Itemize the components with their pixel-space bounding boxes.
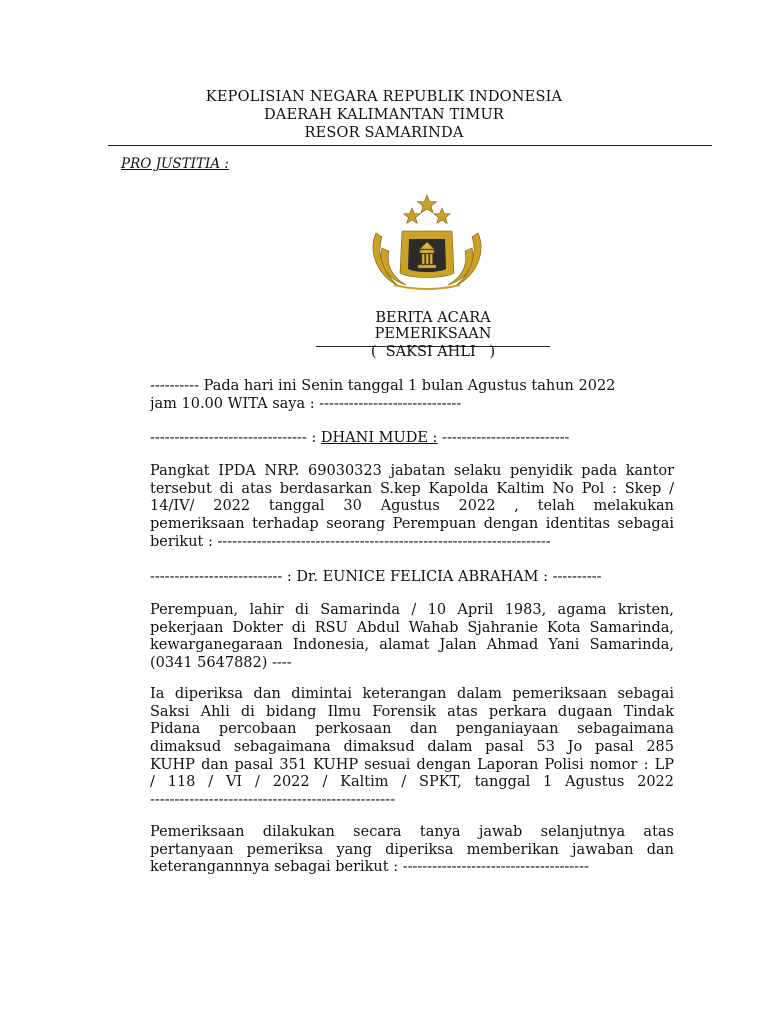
case-info-paragraph [150,686,674,810]
examiner-name: DHANI MUDE : [320,430,438,446]
witness-name-row: --------------------------- : Dr. EUNICE FELICIA ABRAHAM : ---------- [150,569,602,585]
header-divider [108,145,712,146]
examiner-prefix-dashes: -------------------------------- : [150,430,321,446]
closing-line-1: Pemeriksaan dilakukan secara tanya jawab selanjutnya atas [150,824,674,840]
examiner-info-line-3: 14/IV/ 2022 tanggal 30 Agustus 2022 , telah melakukan [150,498,674,515]
header-institution: KEPOLISIAN NEGARA REPUBLIK INDONESIA [205,89,563,105]
examiner-info-line-5: berikut : -------------------------------------------------------------------- [150,533,551,550]
case-info-line-7: -------------------------------------------------- [150,792,395,809]
examiner-info-line-1: Pangkat IPDA NRP. 69030323 jabatan selaku penyidik pada kantor [150,463,674,479]
closing-paragraph [150,824,674,877]
case-info-line-5: KUHP dan pasal 351 KUHP sesuai dengan Laporan Polisi nomor : LP [150,756,674,773]
pro-justitia-label: PRO JUSTITIA : [121,156,229,172]
examiner-info-line-2: tersebut di atas berdasarkan S.kep Kapolda Kaltim No Pol : Skep / [150,480,674,497]
case-info-line-3: Pidana percobaan perkosaan dan penganiayaan sebagaimana [150,721,674,738]
examiner-info-line-4: pemeriksaan terhadap seorang Perempuan dengan identitas sebagai [150,516,674,533]
header-resort: RESOR SAMARINDA [304,125,464,141]
opening-paragraph [150,378,674,413]
document-title: BERITA ACARA PEMERIKSAAN [316,310,550,347]
witness-info-line-3: kewarganegaraan Indonesia, alamat Jalan Ahmad Yani Samarinda, [150,637,674,654]
case-info-line-2: Saksi Ahli di bidang Ilmu Forensik atas perkara dugaan Tindak [150,703,674,720]
witness-info-line-2: pekerjaan Dokter di RSU Abdul Wahab Sjahranie Kota Samarinda, [150,619,674,636]
document-subtitle: ( SAKSI AHLI ) [370,344,496,360]
header-region: DAERAH KALIMANTAN TIMUR [263,107,505,123]
case-info-line-6: / 118 / VI / 2022 / Kaltim / SPKT, tanggal 1 Agustus 2022 [150,774,674,791]
closing-line-3: keterangannnya sebagai berikut : -------------------------------------- [150,859,589,876]
opening-line-1: ---------- Pada hari ini Senin tanggal 1 bulan Agustus tahun 2022 [150,378,616,394]
witness-line [150,569,674,587]
case-info-line-1: Ia diperiksa dan dimintai keterangan dalam pemeriksaan sebagai [150,686,674,702]
closing-line-2: pertanyaan pemeriksa yang diperiksa memberikan jawaban dan [150,841,674,858]
examiner-row [150,430,674,448]
case-info-line-4: dimaksud sebagaimana dimaksud dalam pasal 53 Jo pasal 285 [150,739,674,756]
opening-line-2: jam 10.00 WITA saya : ----------------------------- [150,395,462,412]
examiner-line [150,430,674,448]
witness-info-line-1: Perempuan, lahir di Samarinda / 10 April 1983, agama kristen, [150,602,674,618]
witness-info-line-4: (0341 5647882) ---- [150,655,292,672]
examiner-info-paragraph [150,463,674,551]
witness-info-paragraph [150,602,674,673]
examiner-suffix-dashes: -------------------------- [437,430,570,446]
police-emblem-icon [362,193,492,293]
